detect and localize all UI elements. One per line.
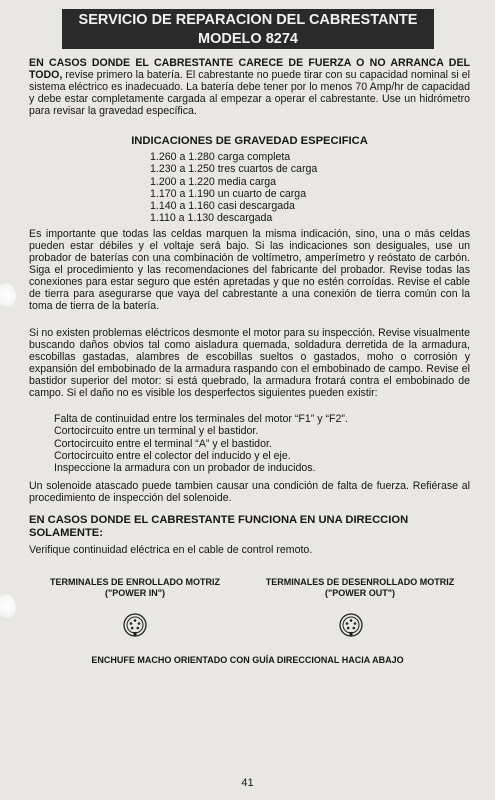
power-out-subtitle: ("POWER OUT"): [324, 588, 396, 598]
intro-paragraph: [29, 57, 470, 117]
power-out-label: [246, 577, 474, 599]
connector-socket-icon: [123, 613, 147, 637]
connector-socket-icon: [339, 613, 363, 637]
fault-item: Cortocircuito entre el colector del inducido y el eje.: [54, 449, 291, 462]
fault-list: [54, 413, 348, 474]
power-in-label: [30, 577, 240, 599]
title-line-1: SERVICIO DE REPARACION DEL CABRESTANTE: [78, 12, 418, 28]
power-in-title: TERMINALES DE ENROLLADO MOTRIZ: [50, 577, 220, 587]
power-in-subtitle: ("POWER IN"): [104, 588, 166, 598]
gravity-row: 1.170 a 1.190 un cuarto de carga: [150, 187, 307, 200]
gravity-row: 1.110 a 1.130 descargada: [150, 212, 273, 225]
title-line-2: MODELO 8274: [198, 31, 298, 47]
gravity-row: 1.140 a 1.160 casi descargada: [150, 200, 295, 213]
page-number: 41: [241, 777, 254, 789]
fault-item: Inspeccione la armadura con un probador de inducidos.: [54, 462, 316, 475]
solenoid-paragraph: Un solenoide atascado puede tambien causar una condición de falta de fuerza. Refiérase al procedimiento de inspección del solenoide.: [29, 480, 470, 504]
fault-item: Cortocircuito entre el terminal “A” y el bastidor.: [54, 437, 272, 450]
fault-item: Falta de continuidad entre los terminales del motor “F1” y “F2”.: [54, 413, 348, 425]
gravity-row: 1.200 a 1.220 media carga: [150, 175, 277, 188]
one-direction-heading: EN CASOS DONDE EL CABRESTANTE FUNCIONA EN UNA DIRECCION SOLAMENTE:: [29, 514, 409, 539]
one-direction-body: Verifique continuidad eléctrica en el cable de control remoto.: [29, 544, 313, 556]
power-out-title: TERMINALES DE DESENROLLADO MOTRIZ: [265, 577, 455, 587]
motor-paragraph: Si no existen problemas eléctricos desmonte el motor para su inspección. Revise visualmente buscando daños obvios tal como aisladura quemada, soldadura derretida de la armadura, escobillas gastadas, alambres de escobillas sueltos o gastados, moho o corrosión y expansión del embobinado de la armadura raspando con el embobinado de campo. Revise el bastidor superior del motor: si está quebrado, la armadura frotará contra el embobinado de campo. Si el daño no es visible los desperfectos siguientes pueden existir:: [29, 327, 470, 399]
binder-hole: [0, 594, 16, 620]
gravity-table: [150, 151, 317, 225]
binder-hole: [0, 283, 16, 309]
page-title: [62, 9, 434, 49]
gravity-heading: INDICACIONES DE GRAVEDAD ESPECIFICA: [131, 135, 368, 147]
fault-item: Cortocircuito entre un terminal y el bastidor.: [54, 425, 259, 438]
plug-orientation-note: ENCHUFE MACHO ORIENTADO CON GUÍA DIRECCIONAL HACIA ABAJO: [91, 655, 404, 665]
intro-lead: EN CASOS DONDE EL CABRESTANTE CARECE DE FUERZA O NO ARRANCA DEL TODO,: [29, 57, 470, 81]
cells-paragraph: Es importante que todas las celdas marquen la misma indicación, sino, una o más celdas pueden estar débiles y el voltaje será bajo. Si las indicaciones son desiguales, use un probador de baterías con una combinación de voltímetro, amperímetro y reóstato de carbón. Siga el procedimiento y las recomendaciones del fabricante del probador. Revise todas las conexiones para estar seguro que estén apretadas y que no estén corroídas. Revise el cable de tierra para asegurarse que vaya del cabrestante a una conexión de tierra común con la toma de tierra de la batería.: [29, 228, 470, 312]
gravity-row: 1.230 a 1.250 tres cuartos de carga: [150, 163, 318, 176]
intro-body: revise primero la batería. El cabrestante no puede tirar con su capacidad nominal si el sistema eléctrico es inadecuado. La batería debe tener por lo menos 70 Amp/hr de capacidad y debe estar completamente cargada al empezar a operar el cabrestante. Use un hidrómetro para revisar la gravedad específica.: [29, 69, 470, 117]
gravity-row: 1.260 a 1.280 carga completa: [150, 151, 291, 163]
